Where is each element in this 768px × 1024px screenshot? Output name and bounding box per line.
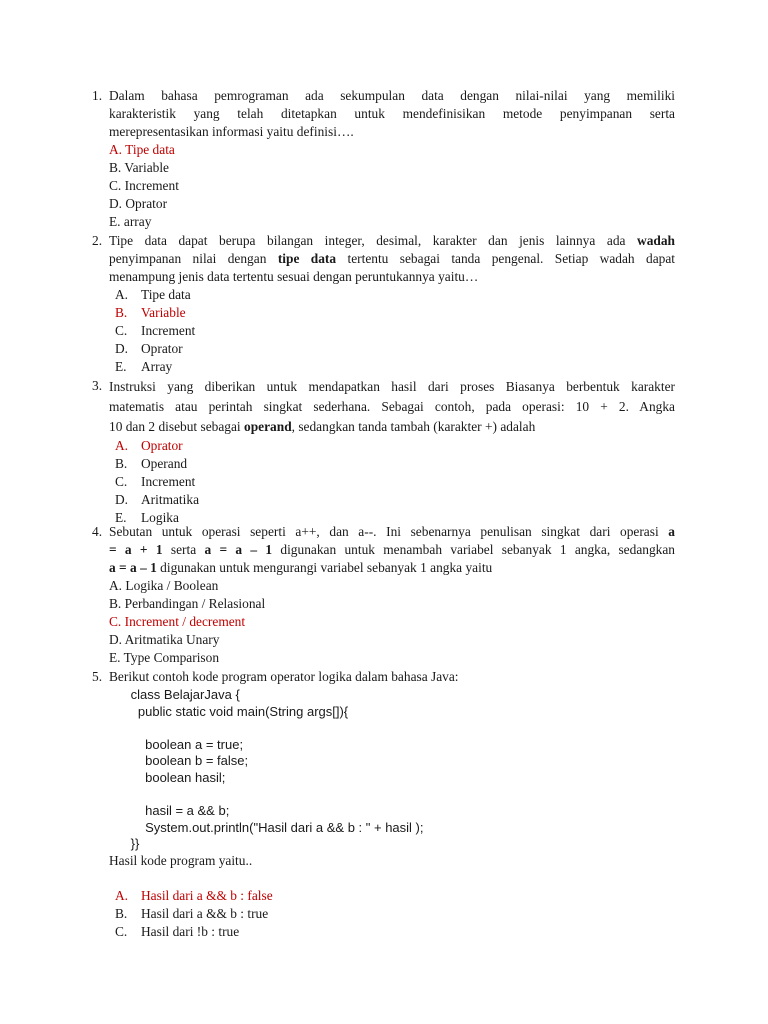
code-line: hasil = a && b; bbox=[109, 803, 230, 819]
option-d: D. Oprator bbox=[109, 196, 168, 211]
option-e: E. Array bbox=[115, 359, 173, 374]
question-1 bbox=[92, 87, 675, 231]
question-number: 4. bbox=[92, 524, 103, 539]
question-stem: Berikut contoh kode program operator logika dalam bahasa Java: bbox=[109, 669, 459, 684]
option-d: D. Aritmatika bbox=[115, 492, 200, 507]
option-d: D. Aritmatika Unary bbox=[109, 632, 220, 647]
option-a: A. Oprator bbox=[115, 438, 183, 453]
stem-line: merepresentasikan informasi yaitu definisi…. bbox=[109, 124, 354, 139]
stem-line: Dalam bahasa pemrograman ada sekumpulan data dengan nilai-nilai yang memiliki bbox=[109, 88, 675, 103]
option-b: B. Operand bbox=[115, 456, 188, 471]
bold-term: a = a – 1 bbox=[109, 560, 157, 575]
question-stem bbox=[109, 377, 675, 437]
bold-term: tipe data bbox=[277, 251, 337, 266]
stem-line: Sebutan untuk operasi seperti a++, dan a--. Ini sebenarnya penulisan singkat dari operasi a bbox=[109, 524, 675, 539]
stem-line: menampung jenis data tertentu sesuai dengan peruntukannya yaitu… bbox=[109, 269, 479, 284]
question-5 bbox=[92, 668, 675, 941]
stem-line: penyimpanan nilai dengan tipe data tertentu sebagai tanda pengenal. Setiap wadah dapat bbox=[109, 251, 675, 266]
option-c: C. Increment / decrement bbox=[109, 614, 246, 629]
option-c: C. Increment bbox=[115, 323, 196, 338]
question-4 bbox=[92, 523, 675, 667]
stem-line: 10 dan 2 disebut sebagai operand, sedangkan tanda tambah (karakter +) adalah bbox=[109, 419, 536, 434]
option-c: C. Hasil dari !b : true bbox=[115, 923, 240, 939]
option-d: D. Oprator bbox=[115, 341, 183, 356]
question-stem bbox=[109, 523, 675, 577]
question-number: 3. bbox=[92, 378, 103, 393]
option-e: E. Type Comparison bbox=[109, 650, 220, 665]
option-a: A. Hasil dari a && b : false bbox=[115, 887, 273, 903]
option-b: B. Variable bbox=[115, 305, 186, 320]
bold-term: a = a – 1 bbox=[204, 542, 273, 557]
question-3 bbox=[92, 377, 675, 527]
option-list bbox=[109, 141, 675, 231]
code-line: }} bbox=[109, 836, 140, 852]
bold-term: a bbox=[668, 524, 675, 539]
stem-line: karakteristik yang telah ditetapkan untuk mendefinisikan metode penyimpanan serta bbox=[109, 106, 675, 121]
code-block bbox=[109, 686, 675, 852]
question-stem bbox=[109, 232, 675, 286]
option-b: B. Perbandingan / Relasional bbox=[109, 596, 266, 611]
stem-line: matematis atau perintah singkat sederhana. Sebagai contoh, pada operasi: 10 + 2. Angka bbox=[109, 399, 675, 414]
code-line bbox=[109, 719, 675, 736]
option-list bbox=[109, 577, 675, 667]
stem-line: = a + 1 serta a = a – 1 digunakan untuk menambah variabel sebanyak 1 angka, sedangkan bbox=[109, 542, 675, 557]
question-2 bbox=[92, 232, 675, 376]
option-list bbox=[115, 437, 675, 527]
code-line: System.out.println("Hasil dari a && b : " + hasil ); bbox=[109, 819, 424, 835]
option-a: A. Tipe data bbox=[115, 287, 191, 302]
bold-term: = a + 1 bbox=[109, 542, 163, 557]
option-e: E. Logika bbox=[115, 510, 179, 525]
option-c: C. Increment bbox=[109, 178, 179, 193]
code-result-prompt: Hasil kode program yaitu.. bbox=[109, 852, 253, 868]
question-stem bbox=[109, 87, 675, 141]
bold-term: operand bbox=[244, 419, 292, 434]
option-c: C. Increment bbox=[115, 474, 196, 489]
code-line: public static void main(String args[]){ bbox=[109, 703, 349, 719]
option-e: E. array bbox=[109, 214, 152, 229]
option-list bbox=[115, 887, 675, 941]
option-b: B. Variable bbox=[109, 160, 170, 175]
stem-line: a = a – 1 digunakan untuk mengurangi variabel sebanyak 1 angka yaitu bbox=[109, 560, 493, 575]
option-list bbox=[115, 286, 675, 376]
bold-term: wadah bbox=[637, 233, 675, 248]
question-number: 5. bbox=[92, 669, 103, 684]
stem-line: Instruksi yang diberikan untuk mendapatkan hasil dari proses Biasanya berbentuk karakter bbox=[109, 379, 675, 394]
code-line: boolean a = true; bbox=[109, 736, 244, 752]
stem-line: Tipe data dapat berupa bilangan integer, desimal, karakter dan jenis lainnya ada wadah bbox=[109, 233, 675, 248]
code-line: boolean b = false; bbox=[109, 753, 249, 769]
option-b: B. Hasil dari a && b : true bbox=[115, 905, 269, 921]
code-line: class BelajarJava { bbox=[109, 687, 240, 702]
option-a: A. Logika / Boolean bbox=[109, 578, 219, 593]
option-a: A. Tipe data bbox=[109, 142, 175, 157]
question-number: 1. bbox=[92, 88, 103, 103]
code-line bbox=[109, 786, 675, 803]
question-number: 2. bbox=[92, 233, 103, 248]
code-line: boolean hasil; bbox=[109, 769, 226, 785]
